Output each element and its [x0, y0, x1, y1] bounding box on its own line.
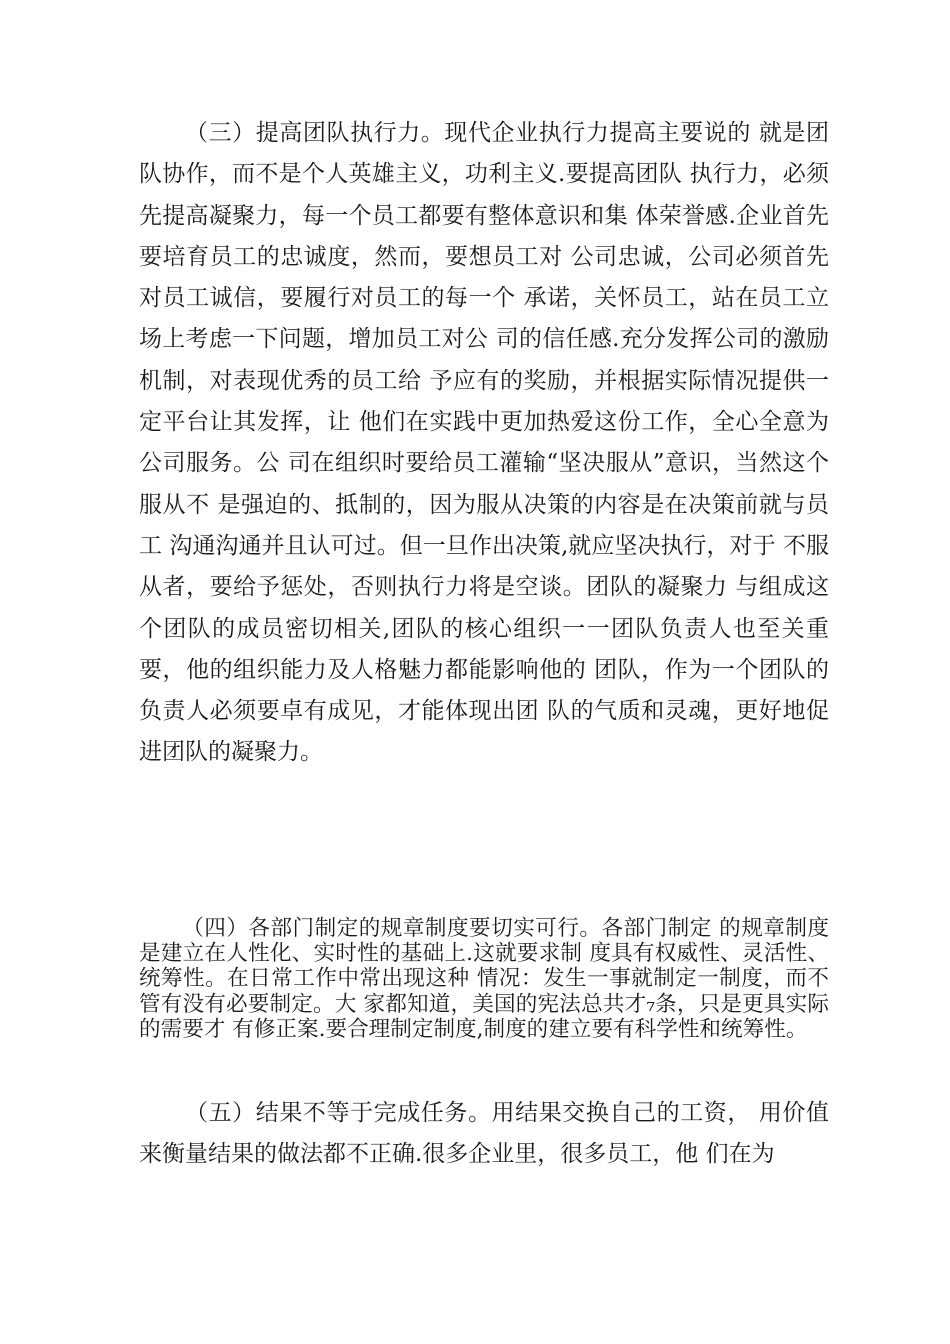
paragraph-results-vs-tasks: （五）结果不等于完成任务。用结果交换自己的工资， 用价值来衡量结果的做法都不正确.很多企业里，很多员工，他 们在为 [139, 1100, 829, 1168]
paragraph-team-execution: （三）提高团队执行力。现代企业执行力提高主要说的 就是团队协作，而不是个人英雄主义，功利主义.要提高团队 执行力，必须先提高凝聚力，每一个员工都要有整体意识和集 体荣誉感.企业首先要培育员工的忠诚度，然而，要想员工对 公司忠诚，公司必须首先对员工诚信，要履行对员工的每一个 承诺，关怀员工，站在员工立场上考虑一下问题，增加员工对公 司的信任感.充分发挥公司的激励机制，对表现优秀的员工给 予应有的奖励，并根据实际情况提供一定平台让其发挥，让 他们在实践中更加热爱这份工作，全心全意为公司服务。公 司在组织时要给员工灌输“坚决服从”意识，当然这个服从不 是强迫的、抵制的，因为服从决策的内容是在决策前就与员工 沟通沟通并且认可过。但一旦作出决策,就应坚决执行，对于 不服从者，要给予惩处，否则执行力将是空谈。团队的凝聚力 与组成这个团队的成员密切相关,团队的核心组织一一团队负责人也至关重要，他的组织能力及人格魅力都能影响他的 团队，作为一个团队的负责人必须要卓有成见，才能体现出团 队的气质和灵魂，更好地促进团队的凝聚力。 [139, 120, 829, 766]
paragraph-department-rules: （四）各部门制定的规章制度要切实可行。各部门制定 的规章制度是建立在人性化、实时性的基础上.这就要求制 度具有权威性、灵活性、统筹性。在日常工作中常出现这种 情况：发生一事就制定一制度，而不管有没有必要制定。大 家都知道，美国的宪法总共才₇条，只是更具实际的需要才 有修正案.要合理制定制度,制度的建立要有科学性和统筹性。 [139, 916, 829, 1042]
